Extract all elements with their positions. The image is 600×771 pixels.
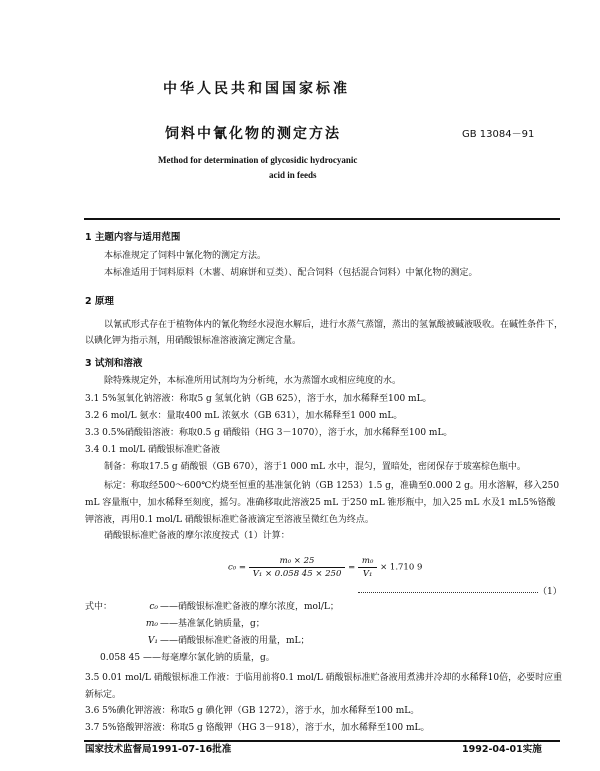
reagent-3-6: 3.6 5%碘化钾溶液：称取5 g 碘化钾（GB 1272），溶于水，加水稀释至100 mL。 <box>85 706 420 716</box>
formula-denominator-2: V₁ <box>362 569 373 579</box>
header-divider <box>84 218 560 220</box>
definition-symbol: V₁ <box>147 636 158 646</box>
document-title: 饲料中氰化物的测定方法 <box>165 126 341 142</box>
section-1-paragraph-2: 本标准适用于饲料原料（木薯、胡麻饼和豆类）、配合饲料（包括混合饲料）中氰化物的测定。 <box>104 268 478 278</box>
section-1-paragraph-1: 本标准规定了饲料中氰化物的测定方法。 <box>104 251 267 261</box>
section-3-intro: 除特殊规定外，本标准所用试剂均为分析纯，水为蒸馏水或相应纯度的水。 <box>104 376 402 386</box>
definition-text: ——硝酸银标准贮备液的用量，mL； <box>160 636 310 646</box>
reagent-3-5: 3.5 0.01 mol/L 硝酸银标准工作液：于临用前将0.1 mol/L 硝酸银标准贮备液用煮沸并冷却的水稀释10倍，必要时应重新标定。 <box>85 673 563 700</box>
formula-tail: × 1.710 9 <box>380 562 423 573</box>
formula-number: （1） <box>538 587 562 597</box>
formula-fraction-2 <box>358 556 377 579</box>
standard-title: 中华人民共和国国家标准 <box>163 81 350 97</box>
formula-leader-dots <box>358 592 538 593</box>
formula-equals: = <box>348 562 356 573</box>
formula-numerator-1: m₀ × 25 <box>249 556 346 568</box>
definition-text: ——每毫摩尔氯化钠的质量，g。 <box>143 653 275 663</box>
reagent-3-1: 3.1 5%氢氧化钠溶液：称取5 g 氢氧化钠（GB 625），溶于水，加水稀释至100 mL。 <box>85 394 432 404</box>
definition-symbol: c₀ <box>149 602 158 612</box>
definition-text: ——基准氯化钠质量，g； <box>160 619 265 629</box>
reagent-3-4: 3.4 0.1 mol/L 硝酸银标准贮备液 <box>85 445 221 455</box>
section-2-paragraph: 以氰甙形式存在于植物体内的氰化物经水浸泡水解后，进行水蒸气蒸馏，蒸出的氢氰酸被碱液吸收。在碱性条件下，以碘化钾为指示剂，用硝酸银标准溶液滴定测定含量。 <box>85 320 564 346</box>
formula-intro: 硝酸银标准贮备液的摩尔浓度按式（1）计算： <box>104 531 290 541</box>
definition-symbol: 0.058 45 <box>100 653 141 663</box>
footer-divider <box>84 740 560 742</box>
reagent-3-4-standardization: 标定：称取经500～600℃灼烧至恒重的基准氯化钠（GB 1253）1.5 g，准确至0.000 2 g。用水溶解，移入250 mL 容量瓶中，加水稀释至刻度，摇匀。准确移取此溶液25 mL 于250 mL 锥形瓶中，加入25 mL 水及1 mL5%铬酸钾溶液，再用0.1 mol/L 硝酸银标准贮备液滴定至溶液呈微红色为终点。 <box>85 481 560 525</box>
effective-date: 1992-04-01实施 <box>462 744 542 755</box>
formula-fraction-1 <box>249 556 346 579</box>
section-1-heading: 1 主题内容与适用范围 <box>85 232 181 243</box>
formula-1 <box>228 556 422 579</box>
formula-denominator-1: V₁ × 0.058 45 × 250 <box>252 569 342 579</box>
where-label: 式中： <box>85 602 113 612</box>
reagent-3-2: 3.2 6 mol/L 氨水：量取400 mL 浓氨水（GB 631），加水稀释至1 000 mL。 <box>85 411 403 421</box>
reagent-3-7: 3.7 5%铬酸钾溶液：称取5 g 铬酸钾（HG 3－918），溶于水，加水稀释至100 mL。 <box>85 723 430 733</box>
english-title-line2: acid in feeds <box>269 170 317 180</box>
reagent-3-3: 3.3 0.5%硝酸铅溶液：称取0.5 g 硝酸铅（HG 3－1070），溶于水，加水稀释至100 mL。 <box>85 428 453 438</box>
english-title-line1: Method for determination of glycosidic hydrocyanic <box>158 155 358 165</box>
section-2-heading: 2 原理 <box>85 296 114 307</box>
reagent-3-4-preparation: 制备：称取17.5 g 硝酸银（GB 670），溶于1 000 mL 水中，混匀，置暗处，密闭保存于玻塞棕色瓶中。 <box>104 462 526 472</box>
definition-symbol: m₀ <box>145 619 158 629</box>
section-3-heading: 3 试剂和溶液 <box>85 358 143 369</box>
formula-numerator-2: m₀ <box>358 556 377 568</box>
definition-text: ——硝酸银标准贮备液的摩尔浓度，mol/L； <box>160 602 339 612</box>
approval-date: 国家技术监督局1991-07-16批准 <box>85 744 232 755</box>
gb-code: GB 13084－91 <box>462 129 535 140</box>
formula-lhs: c₀ = <box>228 562 246 573</box>
